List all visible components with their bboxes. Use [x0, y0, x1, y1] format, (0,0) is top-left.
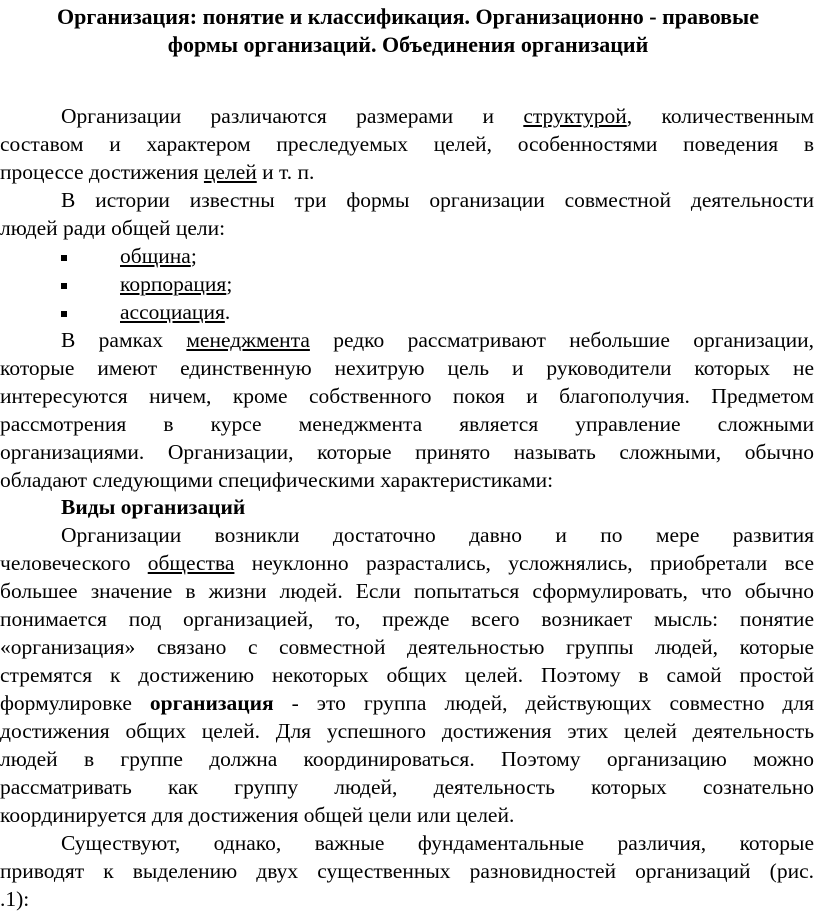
- term-organization: организация: [149, 691, 274, 715]
- paragraph-4-line-5: «организация» связано с совместной деятельностью группы людей, которые: [0, 635, 814, 659]
- link-association[interactable]: ассоциация: [120, 300, 225, 324]
- link-management[interactable]: менеджмента: [186, 328, 310, 352]
- paragraph-3-line-3: интересуются ничем, кроме собственного покоя и благополучия. Предметом: [0, 384, 814, 408]
- paragraph-3-line-1: В рамках менеджмента редко рассматривают небольшие организации,: [61, 328, 814, 352]
- paragraph-4-line-8: достижения общих целей. Для успешного достижения этих целей деятельность: [0, 719, 814, 743]
- paragraph-1-line-3: процессе достижения целей и т. п.: [0, 160, 315, 184]
- paragraph-1-line-1: Организации различаются размерами и структурой, количественным: [61, 104, 814, 128]
- paragraph-4-line-3: большее значение в жизни людей. Если попытаться сформулировать, что обычно: [0, 579, 814, 603]
- paragraph-1-line-2: составом и характером преследуемых целей, особенностями поведения в: [0, 132, 814, 156]
- paragraph-5-line-2: приводят к выделению двух существенных разновидностей организаций (рис.: [0, 859, 814, 883]
- paragraph-2-line-2: людей ради общей цели:: [0, 216, 226, 240]
- paragraph-4-line-11: координируется для достижения общей цели или целей.: [0, 803, 515, 827]
- paragraph-3-line-2: которые имеют единственную нехитрую цель и руководители которых не: [0, 356, 814, 380]
- paragraph-4-line-4: понимается под организацией, то, прежде всего возникает мысль: понятие: [0, 607, 814, 631]
- paragraph-4-line-7: формулировке организация - это группа людей, действующих совместно для: [0, 691, 814, 715]
- link-goals[interactable]: целей: [203, 160, 257, 184]
- document-title-line-2: формы организаций. Объединения организаций: [167, 32, 649, 57]
- bullet-icon: [61, 255, 67, 261]
- bullet-icon: [61, 311, 67, 317]
- document-title-line-1: Организация: понятие и классификация. Организационно - правовые: [57, 4, 759, 29]
- bullet-icon: [61, 283, 67, 289]
- link-society[interactable]: общества: [147, 551, 235, 575]
- paragraph-4-line-9: людей в группе должна координироваться. Поэтому организацию можно: [0, 747, 814, 771]
- link-structure[interactable]: структурой: [523, 104, 627, 128]
- paragraph-5-line-1: Существуют, однако, важные фундаментальные различия, которые: [61, 831, 814, 855]
- link-community[interactable]: община: [120, 244, 191, 268]
- paragraph-4-line-6: стремятся к достижению некоторых общих целей. Поэтому в самой простой: [0, 663, 814, 687]
- link-corporation[interactable]: корпорация: [120, 272, 227, 296]
- paragraph-4-line-2: человеческого общества неуклонно разрастались, усложнялись, приобретали все: [0, 551, 814, 575]
- section-heading: Виды организаций: [61, 495, 246, 519]
- paragraph-2-line-1: В истории известны три формы организации совместной деятельности: [61, 188, 814, 212]
- paragraph-3-line-5: организациями. Организации, которые принято называть сложными, обычно: [0, 440, 814, 464]
- paragraph-4-line-10: рассматривать как группу людей, деятельность которых сознательно: [0, 775, 814, 799]
- paragraph-3-line-4: рассмотрения в курсе менеджмента является управление сложными: [0, 412, 814, 436]
- paragraph-3-line-6: обладают следующими специфическими характеристиками:: [0, 468, 554, 492]
- paragraph-4-line-1: Организации возникли достаточно давно и по мере развития: [61, 523, 814, 547]
- paragraph-5-line-3: .1):: [0, 887, 30, 911]
